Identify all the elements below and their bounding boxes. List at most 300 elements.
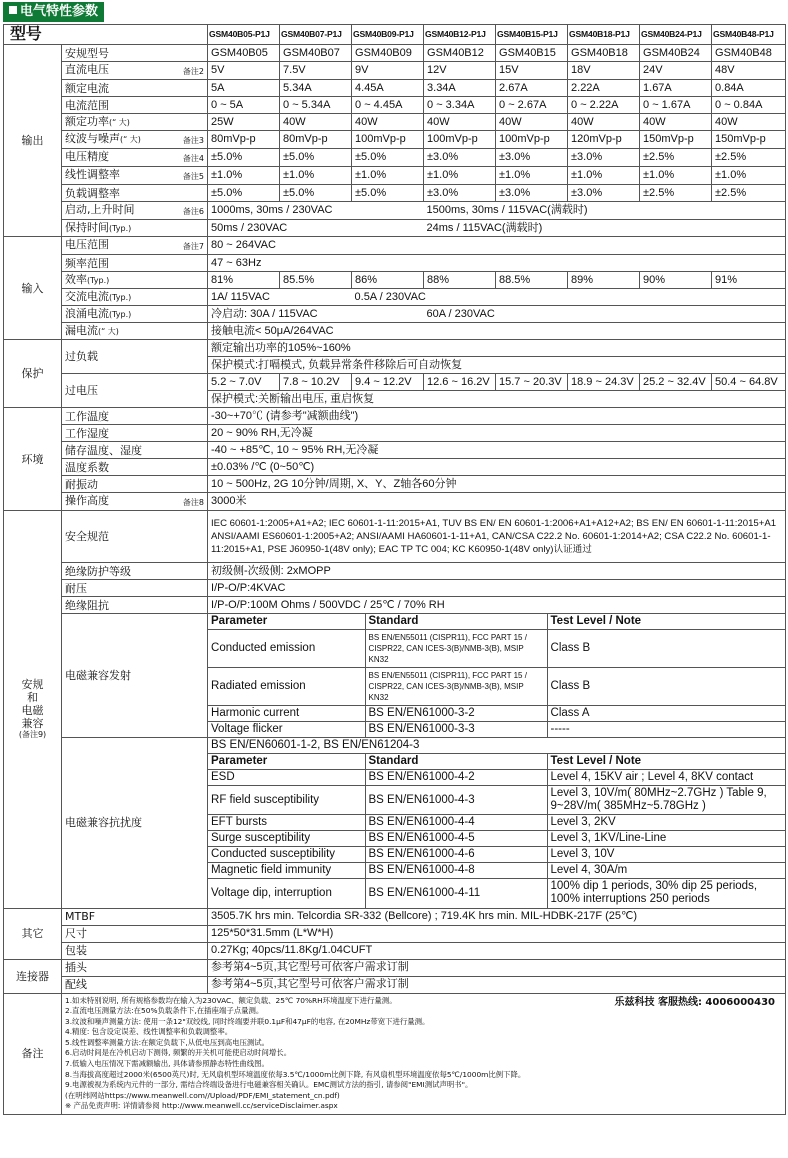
- immunity-row: [208, 786, 785, 815]
- ovp-mode: 保护模式:关断输出电压, 重启恢复: [208, 391, 786, 408]
- note-line: 4.精度: 包含设定误差、线性调整率和负载调整率。: [65, 1027, 233, 1037]
- param-typ: (Typ.): [109, 224, 132, 233]
- value-cell: ±5.0%: [280, 185, 352, 202]
- table-row: [4, 306, 786, 323]
- param-label: [62, 185, 208, 202]
- ovp-cell: 15.7 ~ 20.3V: [496, 374, 568, 391]
- model-name: GSM40B09-P1J: [352, 25, 424, 45]
- model-name: GSM40B18-P1J: [568, 25, 640, 45]
- value-cell: 40W: [712, 114, 786, 131]
- param-label: [62, 908, 208, 925]
- table-row: [4, 738, 786, 909]
- emission-header: Standard: [365, 614, 547, 630]
- param-label: [62, 220, 208, 237]
- param-label: [62, 959, 208, 976]
- note-line: 2.直流电压测量方法:在50%负载条件下,在插座端子点量测。: [65, 1006, 264, 1016]
- value-cell: GSM40B15: [496, 45, 568, 62]
- param-label: [62, 323, 208, 340]
- model-name: GSM40B24-P1J: [640, 25, 712, 45]
- section-safety-line: 和: [27, 691, 38, 705]
- param-label: [62, 289, 208, 306]
- value-cell: 2.22A: [568, 80, 640, 97]
- value-cell: ±2.5%: [640, 149, 712, 167]
- param-label: [62, 167, 208, 185]
- env-value: ±0.03% /℃ (0~50℃): [208, 459, 786, 476]
- startup-value-b: 1500ms, 30ms / 115VAC(满载时): [424, 202, 786, 220]
- env-value: -40 ~ +85℃, 10 ~ 95% RH,无冷凝: [208, 442, 786, 459]
- value-cell: ±1.0%: [208, 167, 280, 185]
- value-cell: ±1.0%: [640, 167, 712, 185]
- value-cell: 80mVp-p: [208, 131, 280, 149]
- value-cell: 0 ~ 5A: [208, 97, 280, 114]
- table-row: [4, 220, 786, 237]
- value-cell: ±5.0%: [352, 185, 424, 202]
- value-cell: 5.34A: [280, 80, 352, 97]
- table-row: [4, 272, 786, 289]
- param-suffix: (“ 大): [120, 135, 141, 144]
- param-label-text: 直流电压: [65, 63, 109, 76]
- param-label: [62, 942, 208, 959]
- model-name: GSM40B05-P1J: [208, 25, 280, 45]
- value-cell: ±1.0%: [568, 167, 640, 185]
- value-cell: 7.5V: [280, 62, 352, 80]
- model-name: GSM40B48-P1J: [712, 25, 786, 45]
- param-label: [62, 62, 208, 80]
- value-cell: 40W: [352, 114, 424, 131]
- spec-table: [3, 24, 786, 1115]
- param-label-text: 包装: [65, 944, 87, 957]
- param-label-text: 漏电流: [65, 324, 98, 337]
- table-row: [4, 563, 786, 580]
- param-label-text: 温度系数: [65, 460, 109, 474]
- value-cell: 0 ~ 2.22A: [568, 97, 640, 114]
- model-name: GSM40B15-P1J: [496, 25, 568, 45]
- table-row: [4, 289, 786, 306]
- value-cell: ±1.0%: [280, 167, 352, 185]
- value-cell: GSM40B18: [568, 45, 640, 62]
- note-line: ※ 产品免责声明: 详情请参阅 http://www.meanwell.cc/serviceDisclaimer.aspx: [65, 1101, 338, 1111]
- section-safety-emc: [4, 511, 62, 909]
- table-row: [4, 185, 786, 202]
- efficiency-cell: 91%: [712, 272, 786, 289]
- param-note: 备注5: [182, 172, 205, 181]
- value-cell: 40W: [424, 114, 496, 131]
- value-cell: 48V: [712, 62, 786, 80]
- immunity-level: Level 3, 10V: [547, 847, 785, 863]
- param-typ: (Typ.): [109, 293, 132, 302]
- param-label: [62, 476, 208, 493]
- value-cell: ±5.0%: [208, 149, 280, 167]
- value-cell: GSM40B07: [280, 45, 352, 62]
- param-label: [62, 925, 208, 942]
- value-cell: GSM40B05: [208, 45, 280, 62]
- param-label: [62, 563, 208, 580]
- table-row: [4, 442, 786, 459]
- section-safety-line: 兼容: [21, 717, 44, 731]
- immunity-level: Level 3, 10V/m( 80MHz~2.7GHz ) Table 9, 9~28V/m( 385MHz~5.78GHz ): [547, 786, 785, 815]
- value-cell: 18V: [568, 62, 640, 80]
- table-row: [4, 408, 786, 425]
- ovp-cell: 50.4 ~ 64.8V: [712, 374, 786, 391]
- section-other: 其它: [4, 908, 62, 959]
- model-name: GSM40B07-P1J: [280, 25, 352, 45]
- value-cell: ±1.0%: [352, 167, 424, 185]
- withstand-value: I/P-O/P:4KVAC: [208, 580, 786, 597]
- table-row: [4, 25, 786, 45]
- param-note: 备注7: [182, 242, 205, 251]
- param-suffix: (“ 大): [109, 118, 130, 127]
- value-cell: 24V: [640, 62, 712, 80]
- table-row: [4, 511, 786, 563]
- table-row: [4, 925, 786, 942]
- immunity-level: Level 3, 1KV/Line-Line: [547, 831, 785, 847]
- section-notes: 备注: [4, 993, 62, 1115]
- param-typ: (Typ.): [87, 276, 110, 285]
- table-row: [4, 80, 786, 97]
- param-label-text: 储存温度、湿度: [65, 443, 142, 457]
- value-cell: 0 ~ 3.34A: [424, 97, 496, 114]
- notes-cell: [62, 993, 786, 1115]
- emission-row: [208, 722, 785, 738]
- param-label: [62, 202, 208, 220]
- efficiency-cell: 81%: [208, 272, 280, 289]
- param-label-text: 电磁兼容发射: [65, 669, 131, 682]
- ovp-cell: 18.9 ~ 24.3V: [568, 374, 640, 391]
- value-cell: 9V: [352, 62, 424, 80]
- mopp-value: 初级侧-次级侧: 2xMOPP: [208, 563, 786, 580]
- value-cell: ±2.5%: [712, 185, 786, 202]
- param-label-text: 频率范围: [65, 256, 109, 270]
- value-cell: 40W: [280, 114, 352, 131]
- note-line: 3.纹波和噪声测量方法: 使用一条12"双绞线, 同时终端要并联0.1μF和47μF的电容, 在20MHz带宽下进行量测。: [65, 1016, 430, 1026]
- immunity-level: Level 4, 30A/m: [547, 863, 785, 879]
- table-row: [4, 374, 786, 391]
- immunity-param: Conducted susceptibility: [208, 847, 365, 863]
- input-freq-value: 47 ~ 63Hz: [208, 255, 786, 272]
- table-row: [4, 614, 786, 738]
- table-row: [4, 62, 786, 80]
- table-row: [4, 323, 786, 340]
- section-safety-note: (备注9): [18, 730, 47, 740]
- immunity-standard: BS EN/EN61000-4-3: [365, 786, 547, 815]
- value-cell: GSM40B12: [424, 45, 496, 62]
- param-typ: (Typ.): [109, 310, 132, 319]
- table-row: [4, 942, 786, 959]
- table-row: [4, 131, 786, 149]
- table-row: [4, 959, 786, 976]
- emission-param: Conducted emission: [208, 630, 365, 668]
- table-row: [4, 908, 786, 925]
- emission-header: Parameter: [208, 614, 365, 630]
- value-cell: 0 ~ 0.84A: [712, 97, 786, 114]
- param-note: 备注8: [182, 498, 205, 507]
- value-cell: 1.67A: [640, 80, 712, 97]
- param-label: [62, 425, 208, 442]
- table-row: [4, 476, 786, 493]
- section-input: 输入: [4, 237, 62, 340]
- param-label-text: 额定电流: [65, 81, 109, 95]
- param-label-text: 操作高度: [65, 494, 109, 507]
- table-row: [4, 993, 786, 1115]
- value-cell: ±2.5%: [712, 149, 786, 167]
- safety-standards-value: IEC 60601-1:2005+A1+A2; IEC 60601-1-11:2015+A1, TUV BS EN/ EN 60601-1:2006+A1+A12+A2; BS EN/ EN 60601-1-11:2015+A1 ANSI/AAMI ES60601-1:2005+A2; ANSI/AAMI HA60601-1-11+A1, CAN/CSA C22.2 No. 60601-1:2014+A2; CSA C22.2 No. 60601-1-11:2015+A1, PSE J60950-1(48V only); EAC TP TC 004; KC K60950-1(48V only)认证通过: [208, 511, 786, 563]
- value-cell: ±5.0%: [352, 149, 424, 167]
- immunity-param: EFT bursts: [208, 815, 365, 831]
- param-label-text: 启动,上升时间: [65, 203, 135, 216]
- overload-line1: 额定输出功率的105%~160%: [208, 340, 786, 357]
- value-cell: ±3.0%: [424, 149, 496, 167]
- efficiency-cell: 89%: [568, 272, 640, 289]
- table-row: [4, 976, 786, 993]
- param-note: 备注2: [182, 67, 205, 76]
- value-cell: 4.45A: [352, 80, 424, 97]
- value-cell: ±3.0%: [496, 185, 568, 202]
- hold-value-b: 24ms / 115VAC(满载时): [424, 220, 786, 237]
- value-cell: 12V: [424, 62, 496, 80]
- param-label: [62, 237, 208, 255]
- immunity-param: RF field susceptibility: [208, 786, 365, 815]
- param-label-text: 电磁兼容抗扰度: [65, 816, 142, 830]
- model-name: GSM40B12-P1J: [424, 25, 496, 45]
- immunity-level: Level 4, 15KV air ; Level 4, 8KV contact: [547, 770, 785, 786]
- param-label-text: 过电压: [65, 384, 98, 397]
- table-row: [4, 580, 786, 597]
- table-row: [4, 114, 786, 131]
- immunity-top-standard: BS EN/EN60601-1-2, BS EN/EN61204-3: [208, 738, 785, 754]
- param-label: [62, 408, 208, 425]
- immunity-header: Standard: [365, 754, 547, 770]
- emission-level: Class B: [547, 668, 785, 706]
- param-label-text: 插头: [65, 961, 87, 974]
- param-label: [62, 597, 208, 614]
- note-line: 9.电源被视为系统内元件的一部分, 需结合终端设备进行电磁兼容相关确认。EMC测试方法的指引, 请参阅"EMI测试声明书"。: [65, 1080, 473, 1090]
- emission-param: Harmonic current: [208, 706, 365, 722]
- section-header: [3, 2, 104, 22]
- value-cell: 2.67A: [496, 80, 568, 97]
- immunity-param: Magnetic field immunity: [208, 863, 365, 879]
- value-cell: 150mVp-p: [712, 131, 786, 149]
- value-cell: 3.34A: [424, 80, 496, 97]
- param-label: [62, 580, 208, 597]
- env-value: 3000米: [208, 493, 786, 511]
- param-label-text: 绝缘防护等级: [65, 564, 131, 578]
- emission-level: Class B: [547, 630, 785, 668]
- param-label-text: 工作温度: [65, 409, 109, 423]
- emission-level: -----: [547, 722, 785, 738]
- table-row: [4, 340, 786, 357]
- immunity-standard: BS EN/EN61000-4-5: [365, 831, 547, 847]
- ovp-cell: 7.8 ~ 10.2V: [280, 374, 352, 391]
- table-row: [4, 45, 786, 62]
- value-cell: 150mVp-p: [640, 131, 712, 149]
- value-cell: 0 ~ 5.34A: [280, 97, 352, 114]
- param-label-text: 耐振动: [65, 477, 98, 491]
- note-line: 1.如未特别说明, 所有规格参数均在输入为230VAC、额定负载、25℃ 70%RH环境温度下进行量测。: [65, 995, 397, 1005]
- immunity-level: 100% dip 1 periods, 30% dip 25 periods, 100% interruptions 250 periods: [547, 879, 785, 908]
- emission-table-cell: [208, 614, 786, 738]
- customer-hotline: 乐兹科技 客服热线: 4006000430: [614, 996, 776, 1008]
- param-label-text: 安全规范: [65, 530, 109, 543]
- param-label-text: 耐压: [65, 581, 87, 595]
- param-label: [62, 149, 208, 167]
- param-label-text: 保持时间: [65, 221, 109, 234]
- ovp-cell: 25.2 ~ 32.4V: [640, 374, 712, 391]
- section-safety-line: 电磁: [21, 704, 44, 718]
- leakage-value: 接触电流< 50μA/264VAC: [208, 323, 786, 340]
- table-row: [4, 459, 786, 476]
- note-line: 5.线性调整率测量方法:在额定负载下,从低电压到高电压测试。: [65, 1037, 270, 1047]
- param-label: [62, 45, 208, 62]
- immunity-row: [208, 879, 785, 908]
- param-label-text: 安规型号: [65, 46, 109, 60]
- efficiency-cell: 88%: [424, 272, 496, 289]
- value-cell: ±3.0%: [496, 149, 568, 167]
- env-value: 20 ~ 90% RH,无冷凝: [208, 425, 786, 442]
- value-cell: 5A: [208, 80, 280, 97]
- immunity-header: Parameter: [208, 754, 365, 770]
- param-label: [62, 511, 208, 563]
- value-cell: 40W: [496, 114, 568, 131]
- value-cell: 15V: [496, 62, 568, 80]
- value-cell: ±2.5%: [640, 185, 712, 202]
- section-output: 输出: [4, 45, 62, 237]
- spec-table-body: [4, 25, 786, 1115]
- env-value: -30~+70℃ (请参考"减额曲线"): [208, 408, 786, 425]
- emission-row: [208, 706, 785, 722]
- table-row: [4, 149, 786, 167]
- param-note: 备注3: [182, 136, 205, 145]
- inrush-a: 冷启动: 30A / 115VAC: [208, 306, 424, 323]
- immunity-header: Test Level / Note: [547, 754, 785, 770]
- env-value: 10 ~ 500Hz, 2G 10分钟/周期, X、Y、Z轴各60分钟: [208, 476, 786, 493]
- param-label: [62, 442, 208, 459]
- param-label-text: 配线: [65, 978, 87, 991]
- param-note: 备注6: [182, 207, 205, 216]
- note-line: 6.启动时间是在冷机启动下测得, 频繁的开关机可能使启动时间增长。: [65, 1048, 292, 1058]
- param-label: [62, 374, 208, 408]
- immunity-standard: BS EN/EN61000-4-8: [365, 863, 547, 879]
- ovp-cell: 5.2 ~ 7.0V: [208, 374, 280, 391]
- immunity-row: [208, 815, 785, 831]
- param-label-text: 工作湿度: [65, 426, 109, 440]
- table-row: [4, 167, 786, 185]
- value-cell: GSM40B09: [352, 45, 424, 62]
- param-label-text: 效率: [65, 273, 87, 286]
- param-label: [62, 340, 208, 374]
- value-cell: 80mVp-p: [280, 131, 352, 149]
- emission-standard: BS EN/EN61000-3-3: [365, 722, 547, 738]
- cable-value: 参考第4~5页,其它型号可依客户需求订制: [208, 976, 786, 993]
- param-label-text: MTBF: [65, 910, 96, 923]
- immunity-level: Level 3, 2KV: [547, 815, 785, 831]
- param-label: [62, 306, 208, 323]
- value-cell: ±3.0%: [568, 185, 640, 202]
- immunity-table-cell: [208, 738, 786, 909]
- value-cell: 100mVp-p: [424, 131, 496, 149]
- immunity-param: Voltage dip, interruption: [208, 879, 365, 908]
- param-label-text: 额定功率: [65, 115, 109, 128]
- immunity-standard: BS EN/EN61000-4-11: [365, 879, 547, 908]
- table-row: [4, 237, 786, 255]
- emission-header-row: [208, 614, 785, 630]
- section-header-title: 电气特性参数: [20, 4, 99, 19]
- immunity-param: ESD: [208, 770, 365, 786]
- emission-table: [208, 614, 785, 737]
- param-label-text: 过负载: [65, 350, 98, 363]
- value-cell: ±3.0%: [568, 149, 640, 167]
- param-label-text: 交流电流: [65, 290, 109, 303]
- mtbf-value: 3505.7K hrs min. Telcordia SR-332 (Bellcore) ; 719.4K hrs min. MIL-HDBK-217F (25℃): [208, 908, 786, 925]
- emission-row: [208, 630, 785, 668]
- ovp-cell: 12.6 ~ 16.2V: [424, 374, 496, 391]
- note-line: (在明纬网站https://www.meanwell.com//Upload/PDF/EMI_statement_cn.pdf): [65, 1090, 340, 1100]
- value-cell: ±1.0%: [424, 167, 496, 185]
- param-label: [62, 272, 208, 289]
- table-row: [4, 202, 786, 220]
- square-icon: [9, 6, 17, 14]
- hold-value-a: 50ms / 230VAC: [208, 220, 424, 237]
- ac-current-b: 0.5A / 230VAC: [352, 289, 786, 306]
- immunity-param: Surge susceptibility: [208, 831, 365, 847]
- inrush-b: 60A / 230VAC: [424, 306, 786, 323]
- value-cell: GSM40B48: [712, 45, 786, 62]
- emission-header: Test Level / Note: [547, 614, 785, 630]
- value-cell: 0 ~ 1.67A: [640, 97, 712, 114]
- value-cell: ±1.0%: [496, 167, 568, 185]
- emission-param: Radiated emission: [208, 668, 365, 706]
- immunity-row: [208, 831, 785, 847]
- immunity-row: [208, 847, 785, 863]
- emission-standard: BS EN/EN61000-3-2: [365, 706, 547, 722]
- note-line: 8.当海拔高度超过2000米(6500英尺)时, 无风扇机型环境温度依每3.5℃/1000m比例下降, 有风扇机型环境温度依每5℃/1000m比例下降。: [65, 1069, 526, 1079]
- pack-value: 0.27Kg; 40pcs/11.8Kg/1.04CUFT: [208, 942, 786, 959]
- emission-standard: BS EN/EN55011 (CISPR11), FCC PART 15 / CISPR22, CAN ICES-3(B)/NMB-3(B), MSIP KN32: [365, 630, 547, 668]
- efficiency-cell: 88.5%: [496, 272, 568, 289]
- param-label-text: 纹波与噪声: [65, 132, 120, 145]
- param-label: [62, 255, 208, 272]
- model-label: 型号: [4, 25, 208, 45]
- section-safety-line: 安规: [21, 678, 44, 692]
- param-label: [62, 614, 208, 738]
- table-row: [4, 425, 786, 442]
- value-cell: 5V: [208, 62, 280, 80]
- section-environment: 环境: [4, 408, 62, 511]
- param-label-text: 电流范围: [65, 98, 109, 112]
- isolation-value: I/P-O/P:100M Ohms / 500VDC / 25℃ / 70% RH: [208, 597, 786, 614]
- emission-row: [208, 668, 785, 706]
- overload-line2: 保护模式:打嗝模式, 负载异常条件移除后可自动恢复: [208, 357, 786, 374]
- value-cell: ±5.0%: [208, 185, 280, 202]
- immunity-table: [208, 754, 785, 908]
- value-cell: GSM40B24: [640, 45, 712, 62]
- value-cell: 100mVp-p: [496, 131, 568, 149]
- value-cell: 100mVp-p: [352, 131, 424, 149]
- ovp-cell: 9.4 ~ 12.2V: [352, 374, 424, 391]
- immunity-standard: BS EN/EN61000-4-6: [365, 847, 547, 863]
- param-label-text: 线性调整率: [65, 168, 120, 181]
- param-label: [62, 459, 208, 476]
- param-label-text: 尺寸: [65, 927, 87, 940]
- immunity-standard: BS EN/EN61000-4-2: [365, 770, 547, 786]
- value-cell: 0 ~ 4.45A: [352, 97, 424, 114]
- efficiency-cell: 86%: [352, 272, 424, 289]
- section-connector: 连接器: [4, 959, 62, 993]
- note-line: 7.低输入电压情况下需减额输出, 具体请参照静态特性曲线图。: [65, 1059, 269, 1069]
- immunity-row: [208, 770, 785, 786]
- value-cell: 0 ~ 2.67A: [496, 97, 568, 114]
- param-label: [62, 738, 208, 909]
- immunity-standard: BS EN/EN61000-4-4: [365, 815, 547, 831]
